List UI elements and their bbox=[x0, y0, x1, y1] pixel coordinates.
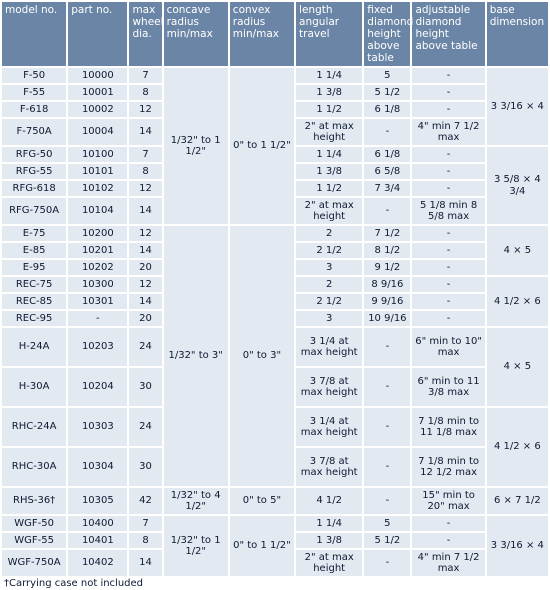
model-cell: REC-85 bbox=[2, 294, 66, 309]
part-cell: 10202 bbox=[68, 260, 127, 275]
header-part: part no. bbox=[68, 2, 127, 66]
fixed-cell: - bbox=[364, 198, 410, 224]
model-cell: E-85 bbox=[2, 243, 66, 258]
adjustable-cell: 15" min to 20" max bbox=[412, 488, 484, 514]
fixed-cell: 5 1/2 bbox=[364, 85, 410, 100]
convex-cell: 0" to 1 1/2" bbox=[230, 516, 294, 576]
length-cell: 3 1/4 at max height bbox=[296, 328, 362, 366]
length-cell: 3 7/8 at max height bbox=[296, 368, 362, 406]
model-cell: RHS-36† bbox=[2, 488, 66, 514]
wheel-cell: 8 bbox=[129, 85, 161, 100]
wheel-cell: 24 bbox=[129, 328, 161, 366]
part-cell: 10204 bbox=[68, 368, 127, 406]
base-cell: 6 × 7 1/2 bbox=[487, 488, 548, 514]
adjustable-cell: - bbox=[412, 181, 484, 196]
model-cell: F-55 bbox=[2, 85, 66, 100]
wheel-cell: 14 bbox=[129, 243, 161, 258]
fixed-cell: 7 3/4 bbox=[364, 181, 410, 196]
part-cell: 10001 bbox=[68, 85, 127, 100]
fixed-cell: 10 9/16 bbox=[364, 311, 410, 326]
wheel-cell: 12 bbox=[129, 226, 161, 241]
fixed-cell: - bbox=[364, 328, 410, 366]
length-cell: 3 bbox=[296, 260, 362, 275]
header-model: model no. bbox=[2, 2, 66, 66]
wheel-cell: 20 bbox=[129, 311, 161, 326]
adjustable-cell: - bbox=[412, 226, 484, 241]
model-cell: H-24A bbox=[2, 328, 66, 366]
length-cell: 1 1/4 bbox=[296, 147, 362, 162]
adjustable-cell: - bbox=[412, 102, 484, 117]
model-cell: RFG-50 bbox=[2, 147, 66, 162]
wheel-cell: 14 bbox=[129, 119, 161, 145]
adjustable-cell: - bbox=[412, 533, 484, 548]
adjustable-cell: - bbox=[412, 85, 484, 100]
part-cell: 10402 bbox=[68, 550, 127, 576]
table-row bbox=[2, 68, 548, 83]
wheel-cell: 12 bbox=[129, 277, 161, 292]
base-cell: 4 1/2 × 6 bbox=[487, 408, 548, 486]
header-convex: convex radius min/max bbox=[230, 2, 294, 66]
model-cell: WGF-50 bbox=[2, 516, 66, 531]
fixed-cell: - bbox=[364, 408, 410, 446]
base-cell: 4 × 5 bbox=[487, 328, 548, 406]
adjustable-cell: - bbox=[412, 243, 484, 258]
part-cell: 10104 bbox=[68, 198, 127, 224]
convex-cell: 0" to 5" bbox=[230, 488, 294, 514]
part-cell: 10401 bbox=[68, 533, 127, 548]
length-cell: 3 1/4 at max height bbox=[296, 408, 362, 446]
fixed-cell: 6 1/8 bbox=[364, 147, 410, 162]
part-cell: 10102 bbox=[68, 181, 127, 196]
part-cell: 10301 bbox=[68, 294, 127, 309]
convex-cell: 0" to 3" bbox=[230, 226, 294, 486]
part-cell: 10002 bbox=[68, 102, 127, 117]
model-cell: REC-95 bbox=[2, 311, 66, 326]
concave-cell: 1/32" to 1 1/2" bbox=[164, 68, 228, 224]
length-cell: 2 bbox=[296, 226, 362, 241]
table-row bbox=[2, 488, 548, 514]
part-cell: 10300 bbox=[68, 277, 127, 292]
model-cell: WGF-55 bbox=[2, 533, 66, 548]
part-cell: 10203 bbox=[68, 328, 127, 366]
wheel-cell: 14 bbox=[129, 550, 161, 576]
part-cell: 10400 bbox=[68, 516, 127, 531]
length-cell: 1 1/2 bbox=[296, 102, 362, 117]
model-cell: REC-75 bbox=[2, 277, 66, 292]
model-cell: F-618 bbox=[2, 102, 66, 117]
part-cell: - bbox=[68, 311, 127, 326]
fixed-cell: 5 1/2 bbox=[364, 533, 410, 548]
model-cell: E-75 bbox=[2, 226, 66, 241]
length-cell: 2 bbox=[296, 277, 362, 292]
fixed-cell: 5 bbox=[364, 516, 410, 531]
header-concave: concave radius min/max bbox=[164, 2, 228, 66]
length-cell: 4 1/2 bbox=[296, 488, 362, 514]
fixed-cell: - bbox=[364, 488, 410, 514]
adjustable-cell: 6" min to 11 3/8 max bbox=[412, 368, 484, 406]
fixed-cell: 5 bbox=[364, 68, 410, 83]
concave-cell: 1/32" to 4 1/2" bbox=[164, 488, 228, 514]
table-row bbox=[2, 226, 548, 241]
header-wheel: max wheel dia. bbox=[129, 2, 161, 66]
adjustable-cell: - bbox=[412, 260, 484, 275]
wheel-cell: 24 bbox=[129, 408, 161, 446]
adjustable-cell: - bbox=[412, 147, 484, 162]
model-cell: RHC-24A bbox=[2, 408, 66, 446]
part-cell: 10305 bbox=[68, 488, 127, 514]
fixed-cell: - bbox=[364, 368, 410, 406]
model-cell: F-750A bbox=[2, 119, 66, 145]
wheel-cell: 7 bbox=[129, 68, 161, 83]
base-cell: 4 × 5 bbox=[487, 226, 548, 275]
header-adjustable: adjustable diamond height above table bbox=[412, 2, 484, 66]
adjustable-cell: - bbox=[412, 277, 484, 292]
wheel-cell: 7 bbox=[129, 147, 161, 162]
adjustable-cell: 6" min to 10" max bbox=[412, 328, 484, 366]
model-cell: RFG-55 bbox=[2, 164, 66, 179]
length-cell: 3 7/8 at max height bbox=[296, 448, 362, 486]
part-cell: 10200 bbox=[68, 226, 127, 241]
concave-cell: 1/32" to 3" bbox=[164, 226, 228, 486]
convex-cell: 0" to 1 1/2" bbox=[230, 68, 294, 224]
fixed-cell: 9 1/2 bbox=[364, 260, 410, 275]
wheel-cell: 7 bbox=[129, 516, 161, 531]
wheel-cell: 12 bbox=[129, 102, 161, 117]
fixed-cell: 9 9/16 bbox=[364, 294, 410, 309]
fixed-cell: - bbox=[364, 448, 410, 486]
length-cell: 2" at max height bbox=[296, 198, 362, 224]
length-cell: 1 1/4 bbox=[296, 516, 362, 531]
base-cell: 3 3/16 × 4 bbox=[487, 516, 548, 576]
model-cell: RHC-30A bbox=[2, 448, 66, 486]
fixed-cell: 7 1/2 bbox=[364, 226, 410, 241]
wheel-cell: 30 bbox=[129, 368, 161, 406]
adjustable-cell: 4" min 7 1/2 max bbox=[412, 119, 484, 145]
model-cell: F-50 bbox=[2, 68, 66, 83]
footnote: †Carrying case not included bbox=[4, 578, 144, 589]
model-cell: WGF-750A bbox=[2, 550, 66, 576]
adjustable-cell: 7 1/8 min to 12 1/2 max bbox=[412, 448, 484, 486]
base-cell: 3 3/16 × 4 bbox=[487, 68, 548, 145]
model-cell: E-95 bbox=[2, 260, 66, 275]
adjustable-cell: - bbox=[412, 68, 484, 83]
wheel-cell: 14 bbox=[129, 198, 161, 224]
adjustable-cell: 7 1/8 min to 11 1/8 max bbox=[412, 408, 484, 446]
model-cell: RFG-750A bbox=[2, 198, 66, 224]
length-cell: 1 3/8 bbox=[296, 533, 362, 548]
length-cell: 1 1/2 bbox=[296, 181, 362, 196]
header-fixed: fixed diamond height above table bbox=[364, 2, 410, 66]
length-cell: 1 1/4 bbox=[296, 68, 362, 83]
length-cell: 3 bbox=[296, 311, 362, 326]
length-cell: 2" at max height bbox=[296, 550, 362, 576]
fixed-cell: - bbox=[364, 119, 410, 145]
adjustable-cell: - bbox=[412, 164, 484, 179]
fixed-cell: - bbox=[364, 550, 410, 576]
adjustable-cell: - bbox=[412, 294, 484, 309]
model-cell: H-30A bbox=[2, 368, 66, 406]
wheel-cell: 30 bbox=[129, 448, 161, 486]
wheel-cell: 12 bbox=[129, 181, 161, 196]
length-cell: 1 3/8 bbox=[296, 85, 362, 100]
adjustable-cell: - bbox=[412, 516, 484, 531]
base-cell: 3 5/8 × 4 3/4 bbox=[487, 147, 548, 224]
wheel-cell: 8 bbox=[129, 533, 161, 548]
part-cell: 10303 bbox=[68, 408, 127, 446]
base-cell: 4 1/2 × 6 bbox=[487, 277, 548, 326]
wheel-cell: 42 bbox=[129, 488, 161, 514]
part-cell: 10101 bbox=[68, 164, 127, 179]
adjustable-cell: 5 1/8 min 8 5/8 max bbox=[412, 198, 484, 224]
fixed-cell: 8 9/16 bbox=[364, 277, 410, 292]
part-cell: 10000 bbox=[68, 68, 127, 83]
length-cell: 1 3/8 bbox=[296, 164, 362, 179]
model-cell: RFG-618 bbox=[2, 181, 66, 196]
wheel-cell: 14 bbox=[129, 294, 161, 309]
fixed-cell: 6 5/8 bbox=[364, 164, 410, 179]
length-cell: 2 1/2 bbox=[296, 294, 362, 309]
part-cell: 10201 bbox=[68, 243, 127, 258]
wheel-cell: 8 bbox=[129, 164, 161, 179]
adjustable-cell: 4" min 7 1/2 max bbox=[412, 550, 484, 576]
fixed-cell: 6 1/8 bbox=[364, 102, 410, 117]
wheel-cell: 20 bbox=[129, 260, 161, 275]
part-cell: 10100 bbox=[68, 147, 127, 162]
concave-cell: 1/32" to 1 1/2" bbox=[164, 516, 228, 576]
adjustable-cell: - bbox=[412, 311, 484, 326]
part-cell: 10004 bbox=[68, 119, 127, 145]
table-row bbox=[2, 516, 548, 531]
part-cell: 10304 bbox=[68, 448, 127, 486]
length-cell: 2 1/2 bbox=[296, 243, 362, 258]
fixed-cell: 8 1/2 bbox=[364, 243, 410, 258]
header-length: length angular travel bbox=[296, 2, 362, 66]
header-base: base dimension bbox=[487, 2, 548, 66]
length-cell: 2" at max height bbox=[296, 119, 362, 145]
